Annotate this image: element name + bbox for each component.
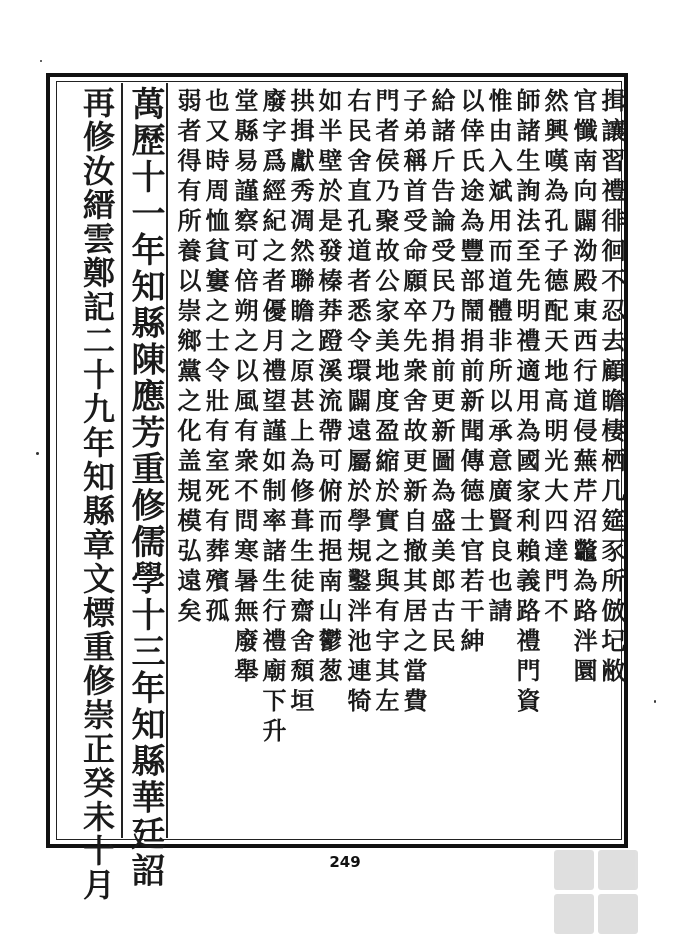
- text-column-6: 以倖氏途為豐部鬧捐前新聞傳德士官若干紳: [456, 88, 485, 658]
- text-column-5: 惟由入斌用而道體非所以承意廣賢良也請: [484, 88, 513, 628]
- library-seal-stamp: [552, 848, 640, 936]
- scan-speck: [654, 700, 656, 703]
- text-column-4: 師諸生詢法至先明禮適用為國家利賴義路禮門資: [512, 88, 541, 718]
- text-column-1: 揖讓習禮徘徊不忍去顧瞻棲栖几筵豕所倣圮敝: [597, 88, 626, 688]
- record-column-chongzhen: 再修汝縉雲鄭記二十九年知縣章文標重修崇正癸未十月: [78, 86, 116, 902]
- column-rule-mid: [166, 83, 168, 838]
- text-column-8: 子弟稱首受命願卒先衆舍故更新自撤其居之當費: [399, 88, 428, 718]
- text-column-11: 如半壁於是發榛莽蹬溪流帶可俯而挹南山鬱葱: [314, 88, 343, 688]
- scan-speck: [40, 60, 42, 62]
- text-column-12: 拱揖獻秀凋然聯瞻之原甚上為修葺生徒齋舍頹垣: [286, 88, 315, 718]
- text-column-7: 給諸斤告論受民乃捐前更新圖為盛美郎古民: [427, 88, 456, 658]
- text-column-14: 堂縣易謹察可倍朔之以風有衆不問寒暑無廢舉: [230, 88, 259, 688]
- text-column-16: 弱者得有所養以崇鄉黨之化盖規模弘遠矣: [173, 88, 202, 628]
- record-column-wanli: 萬歷十一年知縣陳應芳重修儒學十三年知縣華廷詔: [125, 86, 165, 889]
- text-column-9: 門者侯乃聚故公家美地度盈縮於實之與有宇其左: [371, 88, 400, 718]
- text-column-3: 然興嘆為孔子德配天地高明光大四達門不: [540, 88, 569, 628]
- page-number: 249: [329, 853, 361, 871]
- text-column-15: 也又時周恤貧窶之士令壯有室死有葬殯孤: [201, 88, 230, 628]
- scan-speck: [36, 452, 39, 455]
- text-column-10: 右民舍直孔道者悉令環闢遠屬於學規鑿泮池連犄: [343, 88, 372, 718]
- column-rule-left: [121, 83, 123, 838]
- text-column-13: 廢字爲經紀之者優月禮望謹如制率諸生行禮廟下升: [258, 88, 287, 748]
- text-column-2: 官懺南向闢泑殿東西行道侵蕪芹沼龞為路泮圜: [569, 88, 598, 688]
